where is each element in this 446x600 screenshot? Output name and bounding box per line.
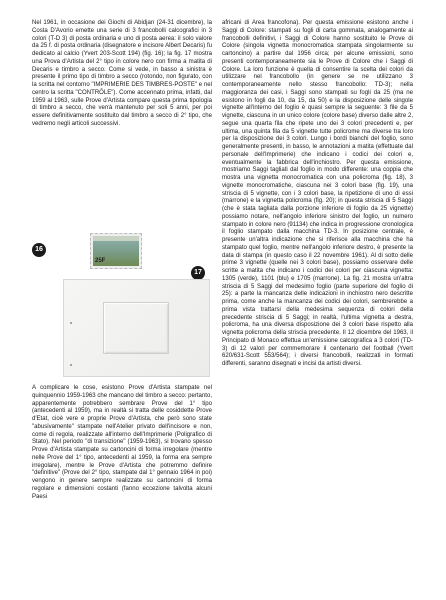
proof-mark-bottom-left <box>70 364 72 366</box>
proof-mark-left <box>70 322 72 324</box>
stamp-face-value: 25F <box>95 258 106 264</box>
paragraph-color-essays: africani di Area francofona). Per questa emissione esistono anche i Saggi di Colore: stampati su fogli di carta gommata, analogamente ai francobolli definitivi, i Saggi di Colore hanno sostituito le Prove di Colore (singola vignetta monocromatica stampata singolarmente su cartoncino) a partire dal 1956 circa; per alcune emissioni, sono presenti contemporaneamente sia le Prove di Colore che i Saggi di Colore. La loro funzione è quella di consentire la scelta dei colori da utilizzare nel francobollo (in genere se ne utilizzano 3 contemporaneamente nello stesso francobollo: TD-3); nella maggioranza dei casi, i Saggi sono stampati su fogli da 25 (ma ne esistono in fogli da 10, da 15, da 50) e la disposizione delle singole vignette all'interno del foglio è quasi sempre la seguente: 3 file da 5 vignette, ciascuna in un unico colore (colore base) diverso dalle altre 2, segue una quarta fila che ripete uno dei 3 colori precedenti e, per ultima, una quinta fila da 5 vignette tutte policrome ma diverse tra loro per la disposizione dei 3 colori. Lungo i bordi bianchi del foglio, sono generalmente presenti, in basso, le annotazioni a matita (effettuate dal personale dell'Imprimerie) che indicano i codici dei colori e, eventualmente la fabbrica dell'inchiostro. Per questa emissione, mostriamo Saggi tagliati dal foglio in modo differente: una coppia che mostra una vignetta monocromatica con una policroma (fig. 18), 3 vignette monocromatiche, ciascuna nei 3 colori base (fig. 19), una striscia di 5 vignette, con i 3 colori base, la ripetizione di uno di essi (marrone) e la vignetta policroma (fig. 20); in questa striscia di 5 Saggi (che è stata tagliata dalla porzione inferiore di foglio da 25 vignette) possiamo notare, nell'angolo inferiore sinistro del foglio, un numero stampato in colore nero (91134) che indica in progressione cronologica il foglio stampato dalla macchina TD-3. In posizione centrale, è presente un'altra indicazione che si riferisce alla macchina che ha stampato quel foglio, mentre nell'angolo inferiore destro, è presente la data di stampa (in questo caso il 22 novembre 1961). Al di sotto delle prime 3 vignette (quelle nei 3 colori base), possiamo osservare delle scritte a matita che indicano i codici dei colori per ciascuna vignetta: 1305 (verde), 1101 (blu) e 1705 (marrone). La fig. 21 mostra un'altra striscia di 5 Saggi del medesimo foglio (parte superiore del foglio di 25): a parte la mancanza delle indicazioni in inchiostro nero descritte prima, come anche la mancanza dei codici dei colori, sembrerebbe a prima vista trattarsi della medesima sequenza di colori della precedente striscia di 5 Saggi; in realtà, l'ultima vignetta a destra, policroma, ha una diversa disposizione dei 3 colori base rispetto alla vignetta policroma della striscia precedente. Il 12 dicembre del 1963, il Principato di Monaco effettua un'emissione calcografica a 3 colori (TD-3) di 12 valori per commemorare il centenario del football (Yvert 620/631-Scott 553/564); i diversi francobolli, realizzati in formati differenti, saranno disegnati e incisi da artisti diversi. <box>222 20 413 367</box>
figure-16-badge: 16 <box>32 243 46 257</box>
figure-16-stamp-image <box>90 233 142 269</box>
article-column-right <box>222 20 413 369</box>
paragraph-complication: A complicare le cose, esistono Prove d'Artista stampate nel quinquennio 1959-1963 che mancano del timbro a secco: pertanto, apparentemente potrebbero sembrare Prove del 1° tipo (antecedenti al 1959), ma in realtà si tratta delle cosiddette Prove d'Etat, cioè vere e proprie Prove d'Artista, che però sono state "abusivamente" stampate nell'Atelier privato dell'incisore e non, come di regola, realizzate all'interno dell'Imprimerie (Poligrafico di Stato). Nel periodo "di transizione" (1959-1963), si trovano spesso Prove d'Artista stampate su cartoncini di forma irregolare (mentre nelle Prove del 1° tipo, antecedenti al 1959, la forma era sempre irregolare), mentre le Prove d'Artista che potremmo definire "definitive" (Prove del 2° tipo, stampate dal 1° gennaio 1964 in poi) vengono in genere sempre realizzate su cartoncini di forma regolare e dimensioni costanti (fanno eccezione talvolta alcuni Paesi <box>32 385 212 500</box>
figure-17-artist-proof-image <box>63 279 210 377</box>
figure-17-badge: 17 <box>191 266 205 280</box>
stamp-artwork <box>93 236 139 266</box>
blind-embossed-impression <box>103 302 169 354</box>
stamp-header-band <box>93 236 139 241</box>
article-column-left-top <box>32 20 212 129</box>
article-column-left-bottom <box>32 385 212 501</box>
paragraph-intro: Nel 1961, in occasione dei Giochi di Abidjan (24-31 dicembre), la Costa D'Avorio emette una serie di 3 francobolli calcografici in 3 colori (T-D 3) di posta ordinaria e uno di posta aerea: il solo valore da 25 f. di posta ordinaria (disegnatore e incisore Albert Decaris) fu dedicato al calcio (Yvert 203-Scott 194) (fig. 16); la fig. 17 mostra una Prova d'Artista del 2° tipo in colore nero con firma a matita di Decaris e timbro a secco. Come si vede, in basso a sinistra è presente il primo tipo di timbro a secco (rotondo, non figurato, con la scritta nel contorno "IMPRIMERIE DES TIMBRES-POSTE" e nel centro la scritta "CONTRÔLE"). Come accennato prima, infatti, dal 1959 al 1963, sulle Prove d'Artista compare questa prima tipologia di timbro a secco, che verrà mantenuto per soli 5 anni, per poi essere definitivamente sostituito dal timbro a secco di 2° tipo, che vedremo negli articoli successivi. <box>32 20 212 127</box>
